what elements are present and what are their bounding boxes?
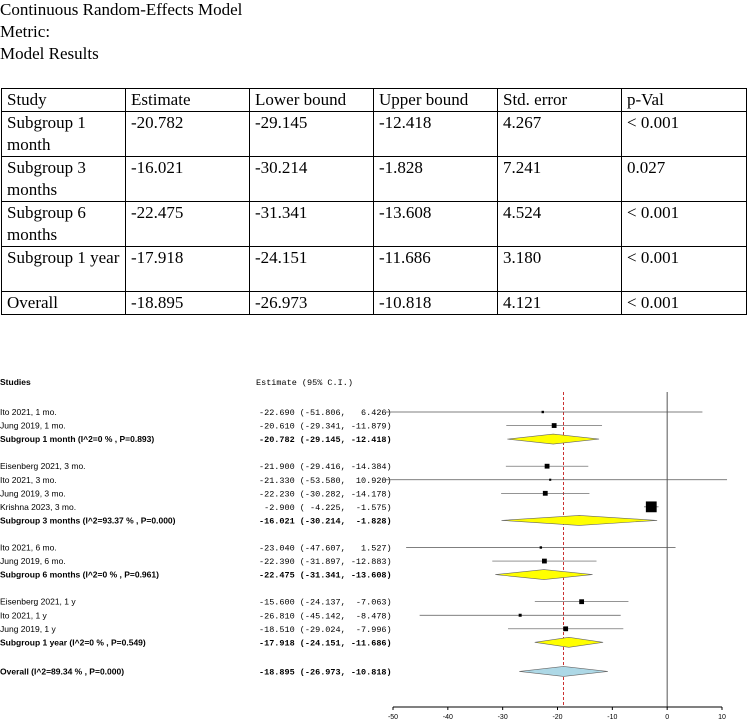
col-lower-bound: Lower bound [250,89,374,112]
cell-lower: -24.151 [250,247,374,292]
cell-pval: < 0.001 [622,112,747,157]
row-estimate-text: -21.900 (-29.416, -14.384) [259,462,392,473]
table-row [2,202,747,247]
row-estimate-text: -2.900 ( -4.225, -1.575) [259,502,392,513]
x-tick-label: -20 [552,714,563,720]
x-tick-label: 10 [718,714,726,720]
cell-upper: -10.818 [374,292,498,315]
row-estimate-text: -17.918 (-24.151, -11.686) [259,638,392,649]
x-tick-label: -40 [442,714,453,720]
row-label: Jung 2019, 3 mo. [0,488,66,499]
cell-pval: < 0.001 [622,247,747,292]
row-label: Ito 2021, 1 y [0,610,47,621]
cell-upper: -13.608 [374,202,498,247]
row-estimate-text: -15.600 (-24.137, -7.063) [259,597,392,608]
row-label: Subgroup 3 months (I^2=93.37 % , P=0.000) [0,515,176,526]
row-estimate-text: -18.895 (-26.973, -10.818) [259,667,392,678]
table-row [2,157,747,202]
row-label: Subgroup 1 year (I^2=0 % , P=0.549) [0,637,146,648]
subgroup-diamond [535,637,603,647]
table-header-row [2,89,747,112]
forest-plot [0,368,750,720]
cell-lower: -29.145 [250,112,374,157]
cell-study: Subgroup 3 months [2,157,126,202]
row-estimate-text: -20.610 (-29.341, -11.879) [259,421,392,432]
overall-diamond [519,666,608,676]
row-label: Jung 2019, 6 mo. [0,556,66,567]
cell-study: Subgroup 6 months [2,202,126,247]
row-estimate-text: -23.040 (-47.607, 1.527) [259,543,392,554]
study-point [549,479,551,481]
cell-study: Subgroup 1 month [2,112,126,157]
row-label: Ito 2021, 6 mo. [0,542,57,553]
cell-estimate: -18.895 [126,292,250,315]
row-label: Jung 2019, 1 y [0,623,56,634]
study-point [543,491,548,496]
cell-upper: -11.686 [374,247,498,292]
cell-estimate: -16.021 [126,157,250,202]
cell-estimate: -20.782 [126,112,250,157]
study-point [579,599,584,604]
estimate-header: Estimate (95% C.I.) [256,378,353,388]
row-label: Eisenberg 2021, 1 y [0,596,76,607]
cell-se: 3.180 [498,247,622,292]
cell-pval: 0.027 [622,157,747,202]
row-label: Subgroup 6 months (I^2=0 % , P=0.961) [0,569,159,580]
cell-se: 4.267 [498,112,622,157]
row-label: Ito 2021, 1 mo. [0,407,57,417]
row-label: Krishna 2023, 3 mo. [0,501,77,512]
table-row [2,247,747,292]
col-std-error: Std. error [498,89,622,112]
study-point [519,614,522,617]
table-row [2,112,747,157]
cell-estimate: -17.918 [126,247,250,292]
x-tick-label: -10 [607,714,618,720]
results-table [1,88,747,315]
study-point [542,559,547,564]
row-estimate-text: -18.510 (-29.024, -7.996) [259,624,392,635]
cell-pval: < 0.001 [622,202,747,247]
study-point [545,464,550,469]
row-estimate-text: -20.782 (-29.145, -12.418) [259,435,392,446]
row-estimate-text: -21.330 (-53.580, 10.920) [259,475,392,486]
row-estimate-text: -22.475 (-31.341, -13.608) [259,570,392,581]
cell-se: 4.121 [498,292,622,315]
study-point [552,423,557,428]
cell-se: 4.524 [498,202,622,247]
row-estimate-text: -16.021 (-30.214, -1.828) [259,516,392,527]
cell-estimate: -22.475 [126,202,250,247]
study-point [542,411,544,413]
row-label: Eisenberg 2021, 3 mo. [0,461,86,472]
col-p-val: p-Val [622,89,747,112]
cell-lower: -31.341 [250,202,374,247]
model-results-heading: Model Results [0,44,99,63]
cell-lower: -26.973 [250,292,374,315]
subgroup-diamond [495,570,592,580]
cell-study: Subgroup 1 year [2,247,126,292]
model-title: Continuous Random-Effects Model [0,0,243,19]
row-label: Subgroup 1 month (I^2=0 % , P=0.893) [0,434,155,445]
cell-upper: -1.828 [374,157,498,202]
x-tick-label: -50 [387,714,399,720]
cell-upper: -12.418 [374,112,498,157]
col-study: Study [2,89,126,112]
subgroup-diamond [501,515,657,525]
x-tick-label: 0 [665,714,670,720]
row-estimate-text: -26.810 (-45.142, -8.478) [259,611,392,622]
study-point [646,501,657,512]
row-estimate-text: -22.690 (-51.806, 6.426) [259,408,392,418]
row-label: Ito 2021, 3 mo. [0,474,57,485]
row-label: Jung 2019, 1 mo. [0,420,66,431]
subgroup-diamond [507,434,599,444]
col-estimate: Estimate [126,89,250,112]
cell-lower: -30.214 [250,157,374,202]
cell-se: 7.241 [498,157,622,202]
row-label: Overall (I^2=89.34 % , P=0.000) [0,666,125,677]
cell-study: Overall [2,292,126,315]
study-point [563,626,568,631]
metric-label: Metric: [0,22,51,41]
studies-header: Studies [0,377,31,387]
study-point [540,546,542,548]
row-estimate-text: -22.230 (-30.282, -14.178) [259,489,392,500]
row-estimate-text: -22.390 (-31.897, -12.883) [259,557,392,568]
cell-pval: < 0.001 [622,292,747,315]
x-tick-label: -30 [497,714,508,720]
col-upper-bound: Upper bound [374,89,498,112]
table-row [2,292,747,315]
